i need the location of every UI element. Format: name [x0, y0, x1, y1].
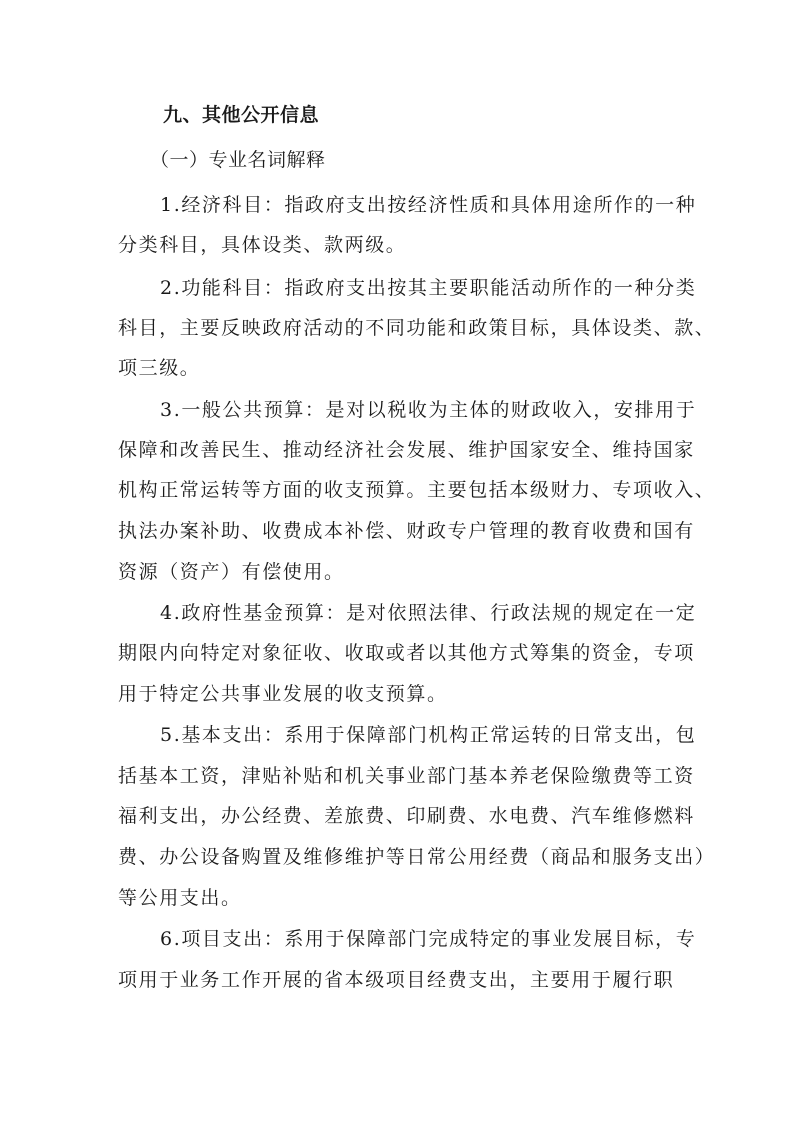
- paragraph-5-line-4: 费、办公设备购置及维修维护等日常公用经费（商品和服务支出）: [118, 846, 716, 868]
- paragraph-5-line-5: 等公用支出。: [118, 887, 242, 909]
- paragraph-5-line-1: 5.基本支出：系用于保障部门机构正常运转的日常支出，包: [160, 724, 697, 746]
- paragraph-6-line-1: 6.项目支出：系用于保障部门完成特定的事业发展目标，专: [160, 928, 697, 950]
- paragraph-5-line-3: 福利支出，办公经费、差旅费、印刷费、水电费、汽车维修燃料: [118, 805, 695, 827]
- subheading: （一）专业名词解释: [150, 149, 326, 171]
- paragraph-3-line-1: 3.一般公共预算：是对以税收为主体的财政收入，安排用于: [160, 399, 697, 421]
- paragraph-2-line-1: 2.功能科目：指政府支出按其主要职能活动所作的一种分类: [160, 277, 697, 299]
- paragraph-1-line-1: 1.经济科目：指政府支出按经济性质和具体用途所作的一种: [160, 194, 697, 216]
- section-heading: 九、其他公开信息: [163, 104, 320, 126]
- paragraph-1-line-2: 分类科目，具体设类、款两级。: [118, 234, 407, 256]
- paragraph-4-line-2: 期限内向特定对象征收、收取或者以其他方式筹集的资金，专项: [118, 642, 695, 664]
- paragraph-6-line-2: 项用于业务工作开展的省本级项目经费支出，主要用于履行职: [118, 969, 675, 991]
- paragraph-4-line-1: 4.政府性基金预算：是对依照法律、行政法规的规定在一定: [160, 602, 697, 624]
- paragraph-3-line-3: 机构正常运转等方面的收支预算。主要包括本级财力、专项收入、: [118, 479, 716, 501]
- paragraph-4-line-3: 用于特定公共事业发展的收支预算。: [118, 683, 448, 705]
- paragraph-3-line-2: 保障和改善民生、推动经济社会发展、维护国家安全、维持国家: [118, 439, 695, 461]
- paragraph-3-line-4: 执法办案补助、收费成本补偿、财政专户管理的教育收费和国有: [118, 520, 695, 542]
- paragraph-3-line-5: 资源（资产）有偿使用。: [118, 561, 345, 583]
- paragraph-2-line-3: 项三级。: [118, 357, 201, 379]
- paragraph-5-line-2: 括基本工资，津贴补贴和机关事业部门基本养老保险缴费等工资: [118, 765, 695, 787]
- paragraph-2-line-2: 科目，主要反映政府活动的不同功能和政策目标，具体设类、款、: [118, 317, 716, 339]
